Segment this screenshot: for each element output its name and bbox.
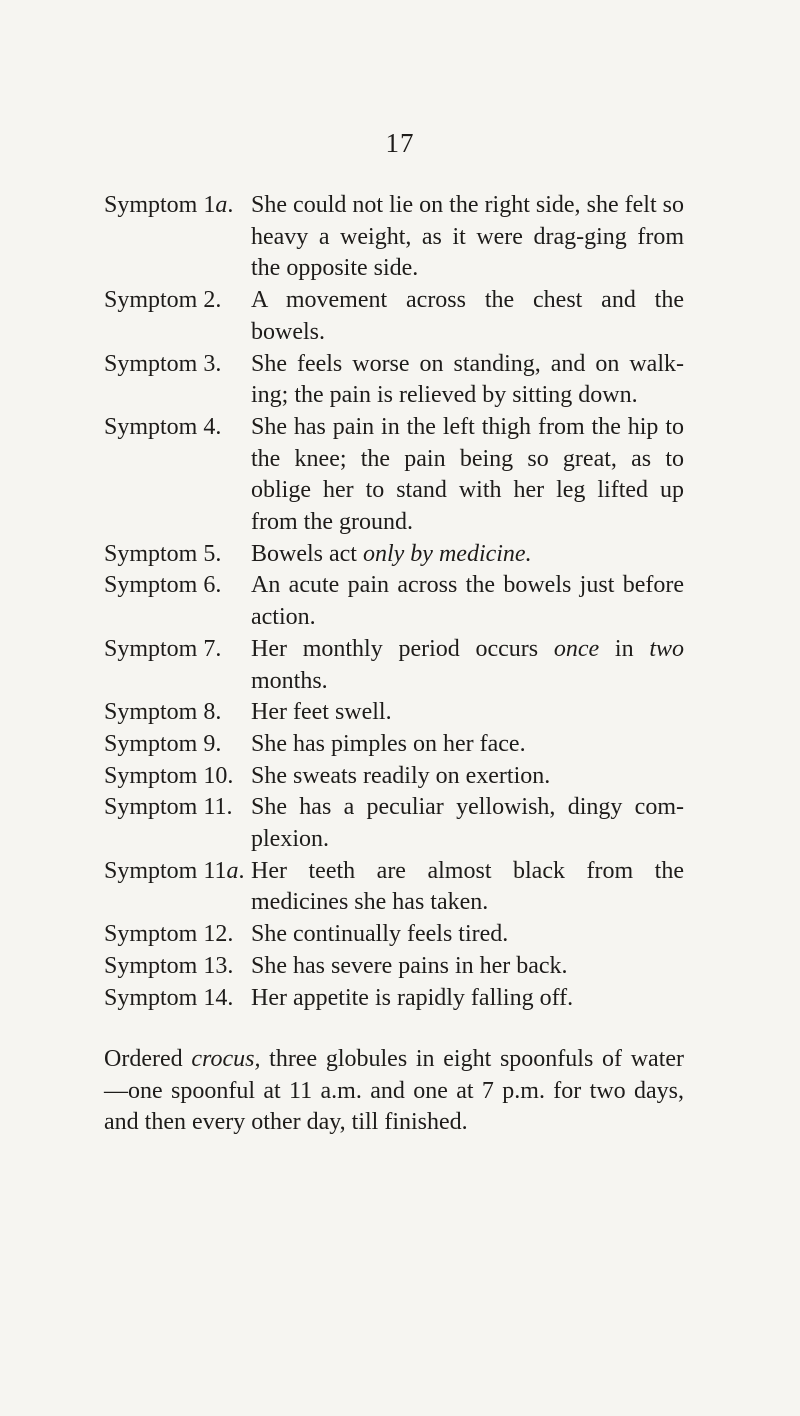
symptom-item [104, 190, 684, 285]
emphasis: two [649, 635, 684, 662]
symptom-label: Symptom 5. [104, 540, 222, 567]
symptom-label-suffix: a [215, 192, 228, 218]
symptom-item [104, 983, 684, 1015]
symptom-label: Symptom 4. [104, 413, 222, 440]
symptom-label: Symptom 6. [104, 572, 222, 599]
symptom-item [104, 951, 684, 983]
symptom-label: Symptom 7. [104, 635, 222, 662]
symptom-label: Symptom 10. [104, 762, 234, 789]
symptom-text: She has severe pains in her back. [251, 952, 568, 979]
symptom-item [104, 729, 684, 761]
symptom-label: Symptom 2. [104, 287, 222, 314]
symptom-label: Symptom 11. [104, 794, 233, 821]
emphasis: once [553, 635, 600, 662]
symptom-list [104, 190, 684, 1014]
symptom-label: Symptom 14. [104, 984, 234, 1011]
symptom-item [104, 919, 684, 951]
symptom-text: An acute pain across the bowels just before action. [251, 572, 684, 631]
symptom-label-suffix: a [226, 857, 239, 884]
symptom-text: Bowels act only by medicine. [251, 540, 532, 567]
symptom-label: Symptom 11a. [104, 857, 245, 884]
symptom-label: Symptom 8. [104, 699, 222, 726]
symptom-text: She sweats readily on exertion. [251, 762, 551, 789]
symptom-text: She has pain in the left thigh from the hip to the knee; the pain being so great, as to oblige her to stand with her leg lifted up from the ground. [251, 413, 684, 536]
symptom-label: Symptom 1a. [104, 192, 234, 218]
prescription-paragraph: Ordered crocus, three globules in eight spoonfuls of water—one spoonful at 11 a.m. and one at 7 p.m. for two days, and then every other day, till finished. [104, 1046, 685, 1136]
symptom-item [104, 539, 684, 571]
symptom-text: She has pimples on her face. [251, 730, 526, 757]
symptom-item [104, 634, 684, 697]
symptom-item [104, 285, 684, 348]
symptom-text: She continually feels tired. [251, 921, 509, 948]
symptom-text: She could not lie on the right side, she felt so heavy a weight, as it were drag-ging from the opposite side. [251, 192, 684, 282]
symptom-item [104, 412, 684, 539]
symptom-label: Symptom 13. [104, 952, 234, 979]
symptom-text: Her teeth are almost black from the medicines she has taken. [251, 857, 684, 916]
remedy-name: crocus, [191, 1046, 261, 1072]
symptom-item [104, 761, 684, 793]
page-number: 17 [385, 128, 415, 158]
symptom-item [104, 856, 684, 919]
symptom-text: She feels worse on standing, and on walk-ing; the pain is relieved by sitting down. [251, 350, 684, 409]
symptom-text: Her monthly period occurs once in two months. [251, 635, 684, 694]
symptom-text: Her appetite is rapidly falling off. [251, 984, 574, 1011]
symptom-item [104, 570, 684, 633]
symptom-text: She has a peculiar yellowish, dingy com-plexion. [251, 794, 684, 853]
symptom-text: Her feet swell. [251, 699, 392, 726]
symptom-label: Symptom 3. [104, 350, 222, 377]
symptom-item [104, 792, 684, 855]
emphasis: only by medicine. [362, 540, 532, 567]
symptom-text: A movement across the chest and the bowels. [251, 287, 684, 345]
symptom-label: Symptom 12. [104, 921, 234, 948]
symptom-item [104, 697, 684, 729]
symptom-label: Symptom 9. [104, 730, 222, 757]
symptom-item [104, 349, 684, 412]
